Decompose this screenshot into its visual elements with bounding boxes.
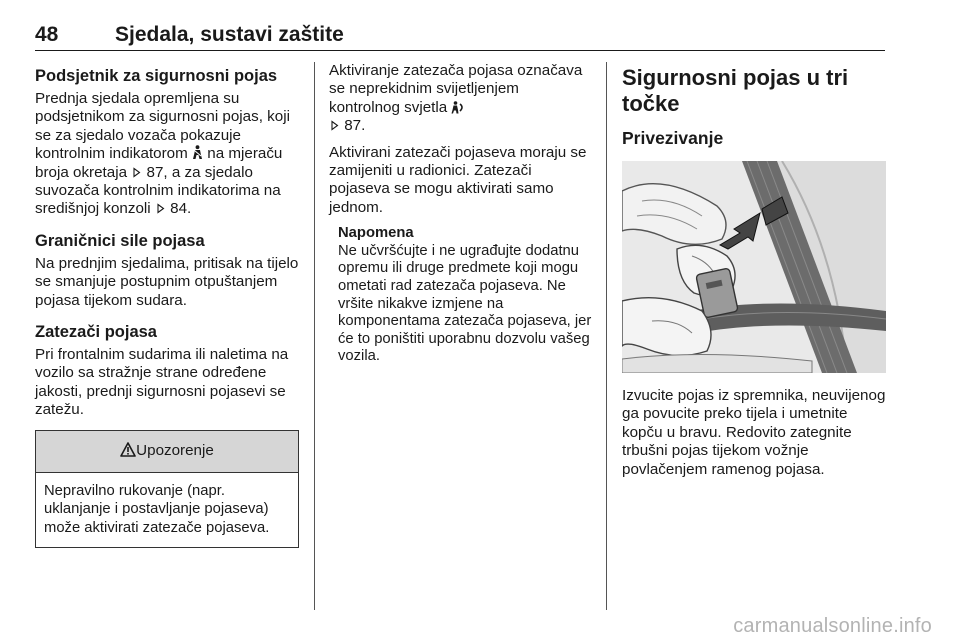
warning-header <box>36 431 298 473</box>
airbag-warning-icon <box>451 101 465 114</box>
paragraph-activation: Aktiviranje zatezača pojasa označava se neprekidnim svijetljenjem kontrolnog svjetla 87. <box>329 62 583 135</box>
paragraph-instructions: Izvucite pojas iz spremnika, neuvijenog ga povucite preko tijela i umetnite kopču u bravu. Redovito zategnite trbušni pojas tijekom vožnje povlačenjem ramenog pojasa. <box>622 387 886 478</box>
page-reference-link[interactable]: 87 <box>146 163 164 181</box>
main-heading: Sigurnosni pojas u tri točke <box>622 65 849 116</box>
note-text: Ne učvršćujte i ne ugrađujte dodatnu opremu ili druge predmete koji mogu ometati rad zatezača pojaseva. Ne vršite nikakve izmjene na komponentama zatezača pojaseva, jer će to poništiti uporabnu dozvolu vašeg vozila. <box>338 242 592 365</box>
column-divider <box>606 62 607 610</box>
page-number: 48 <box>35 23 59 46</box>
column-divider <box>314 62 315 610</box>
sub-heading: Privezivanje <box>622 128 724 148</box>
page-reference-link[interactable]: 87 <box>344 117 362 135</box>
page-header <box>35 20 885 51</box>
reference-arrow-icon <box>131 167 142 178</box>
reference-arrow-icon <box>329 120 340 131</box>
section-heading-limiter: Graničnici sile pojasa <box>35 231 205 250</box>
note-block <box>338 225 593 366</box>
watermark: carmanualsonline.info <box>733 615 932 637</box>
warning-title: Upozorenje <box>136 441 214 459</box>
page-reference-link[interactable]: 84 <box>170 200 188 218</box>
section-heading-reminder: Podsjetnik za sigurnosni pojas <box>35 67 278 85</box>
seatbelt-fastening-illustration-icon <box>622 161 886 373</box>
column-left <box>35 62 301 548</box>
reference-arrow-icon <box>155 203 166 214</box>
paragraph-limiter: Na prednjim sjedalima, pritisak na tijelo se smanjuje postupnim otpuštanjem pojasa tijekom sudara. <box>35 254 299 309</box>
column-right <box>622 62 888 487</box>
paragraph-replace: Aktivirani zatezači pojaseva moraju se zamijeniti u radionici. Zatezači pojaseva se mogu aktivirati samo jednom. <box>329 143 587 216</box>
warning-text: Nepravilno rukovanje (napr. uklanjanje i postavljanje pojaseva) može aktivirati zatezače pojaseva. <box>44 482 270 536</box>
section-heading-pretensioner: Zatezači pojasa <box>35 323 157 342</box>
paragraph-pretensioner: Pri frontalnim sudarima ili naletima na vozilo sa stražnje strane određene jakosti, prednji sigurnosni pojasevi se zatežu. <box>35 346 289 419</box>
warning-box <box>35 430 299 548</box>
note-title: Napomena <box>338 225 414 242</box>
page-title: Sjedala, sustavi zaštite <box>115 23 344 46</box>
warning-triangle-icon <box>120 442 136 457</box>
column-middle <box>329 62 593 366</box>
seatbelt-reminder-icon <box>192 145 203 160</box>
paragraph-reminder: Prednja sjedala opremljena su podsjetnikom za sigurnosni pojas, koji se za sjedalo vozača pokazuje kontrolnim indikatorom na mjeraču broja okretaja 87, a za sjedalo suvozača kontrolnim indikatorima na središnjoj konzoli 84. <box>35 90 290 218</box>
